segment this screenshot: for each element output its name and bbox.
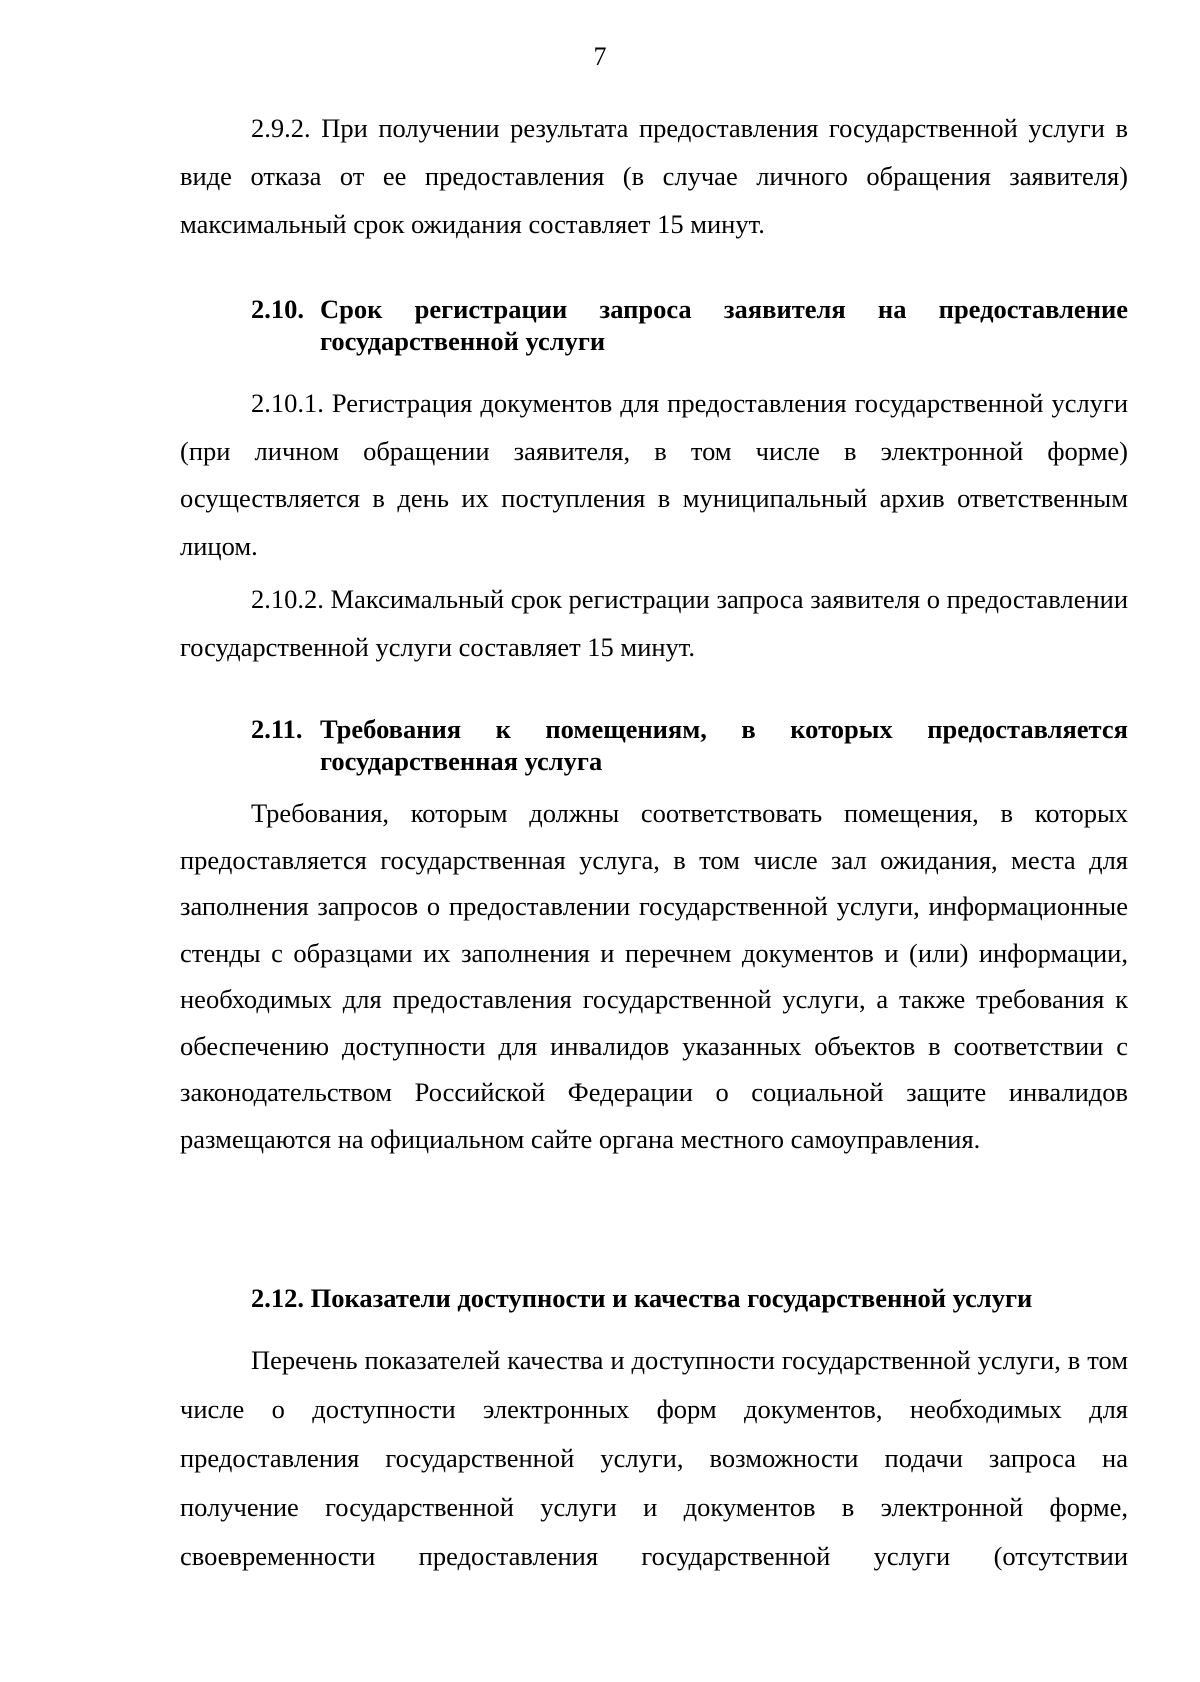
paragraph-2-10-2: 2.10.2. Максимальный срок регистрации запроса заявителя о предоставлении государственной услуги составляет 15 минут. [180, 584, 1128, 662]
section-title: 2.12. Показатели доступности и качества государственной услуги [251, 1283, 1033, 1313]
section-number: 2.10. [251, 294, 304, 324]
page-number: 7 [593, 42, 607, 71]
section-heading-2-12 [251, 1282, 1128, 1314]
paragraph-2-10-1: 2.10.1. Регистрация документов для предоставления государственной услуги (при личном обращении заявителя, в том числе в электронной форме) осуществляется в день их поступления в муниципальный архив ответственным лицом. [180, 388, 1128, 561]
section-heading-2-10 [251, 293, 1128, 357]
section-heading-2-11 [251, 713, 1128, 777]
paragraph-2-9-2: 2.9.2. При получении результата предоставления государственной услуги в виде отказа от ее предоставления (в случае личного обращения заявителя) максимальный срок ожидания составляет 15 минут. [180, 113, 1128, 239]
paragraph-2-11: Требования, которым должны соответствовать помещения, в которых предоставляется государственная услуга, в том числе зал ожидания, места для заполнения запросов о предоставлении государственной услуги, информационные стенды с образцами их заполнения и перечнем документов и (или) информации, необходимых для предоставления государственной услуги, а также требования к обеспечению доступности для инвалидов указанных объектов в соответствии с законодательством Российской Федерации о социальной защите инвалидов размещаются на официальном сайте органа местного самоуправления. [180, 798, 1128, 1154]
section-number: 2.11. [251, 714, 303, 744]
paragraph-2-12: Перечень показателей качества и доступности государственной услуги, в том числе о доступности электронных форм документов, необходимых для предоставления государственной услуги, возможности подачи запроса на получение государственной услуги и документов в электронной форме, своевременности предоставления государственной услуги (отсутствии [180, 1345, 1128, 1571]
section-title: Требования к помещениям, в которых предоставляется государственная услуга [320, 714, 1128, 776]
section-title: Срок регистрации запроса заявителя на предоставление государственной услуги [320, 294, 1128, 356]
